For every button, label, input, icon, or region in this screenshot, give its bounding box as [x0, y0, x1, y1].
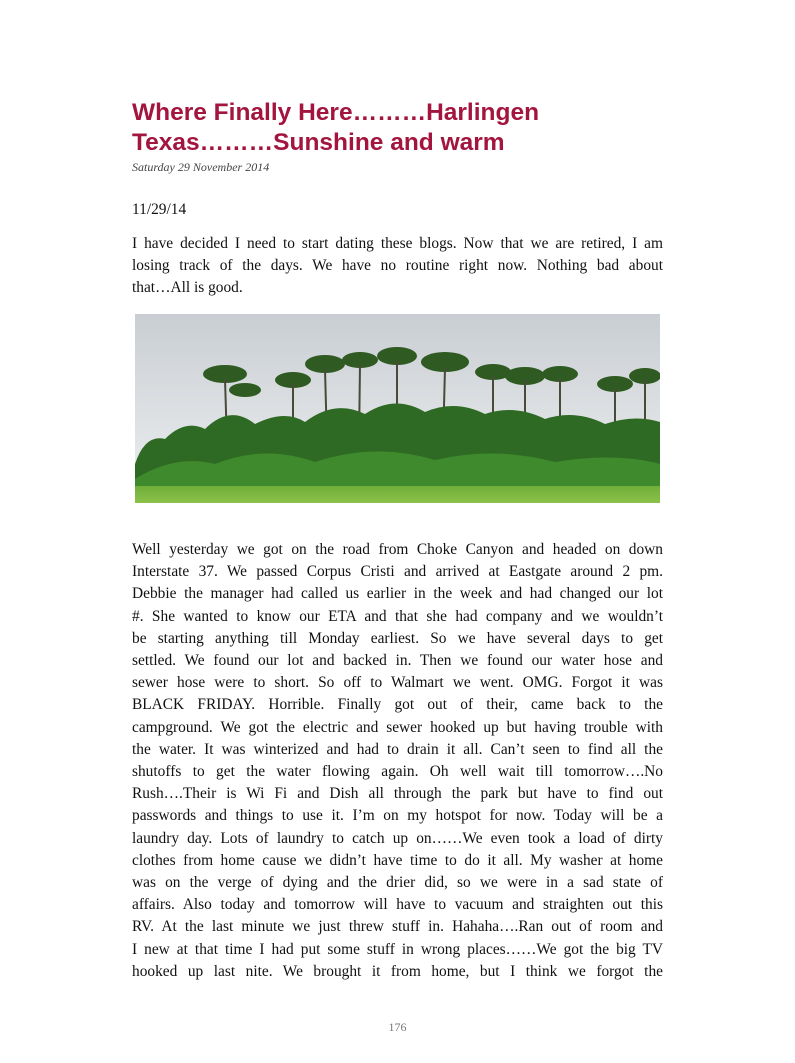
body-line: was on the verge of dying and the drier did, so we were in a sad state of — [132, 874, 663, 891]
entry-date: 11/29/14 — [132, 201, 187, 218]
post-date: Saturday 29 November 2014 — [132, 160, 270, 174]
body-line: I new at that time I had put some stuff in wrong places……We got the big TV — [132, 941, 663, 958]
body-line: Debbie the manager had called us earlier in the week and had changed our lot — [132, 585, 663, 602]
intro-line: losing track of the days. We have no routine right now. Nothing bad about — [132, 257, 663, 274]
body-line: Interstate 37. We passed Corpus Cristi and arrived at Eastgate around 2 pm. — [132, 563, 663, 580]
body-line: #. She wanted to know our ETA and that she had company and we wouldn’t — [132, 608, 663, 625]
body-line: sewer hose were to short. So off to Walmart we went. OMG. Forgot it was — [132, 674, 663, 691]
body-line: clothes from home cause we didn’t have time to do it all. My washer at home — [132, 852, 663, 869]
body-line: affairs. Also today and tomorrow will have to vacuum and straighten out this — [132, 896, 663, 913]
body-line: Rush….Their is Wi Fi and Dish all through the park but have to find out — [132, 785, 663, 802]
palm-trees-photo — [135, 314, 660, 503]
post-title — [132, 98, 692, 158]
page-number: 176 — [388, 1020, 407, 1034]
body-line: the water. It was winterized and had to drain it all. Can’t seen to find all the — [132, 741, 663, 758]
body-line: hooked up last nite. We brought it from home, but I think we forgot the — [132, 963, 663, 980]
body-line: laundry day. Lots of laundry to catch up on……We even took a load of dirty — [132, 830, 663, 847]
intro-line: that…All is good. — [132, 279, 243, 296]
post-title-line: Where Finally Here………Harlingen — [132, 99, 540, 126]
body-line: passwords and things to use it. I’m on my hotspot for now. Today will be a — [132, 807, 663, 824]
body-line: campground. We got the electric and sewer hooked up but having trouble with — [132, 719, 663, 736]
body-line: be starting anything till Monday earliest. So we have several days to get — [132, 630, 663, 647]
body-line: settled. We found our lot and backed in. Then we found our water hose and — [132, 652, 663, 669]
body-line: BLACK FRIDAY. Horrible. Finally got out of their, came back to the — [132, 696, 663, 713]
post-title-line: Texas………Sunshine and warm — [132, 129, 505, 156]
body-line: RV. At the last minute we just threw stuff in. Hahaha….Ran out of room and — [132, 918, 663, 935]
body-line: shutoffs to get the water flowing again. Oh well wait till tomorrow….No — [132, 763, 663, 780]
intro-line: I have decided I need to start dating these blogs. Now that we are retired, I am — [132, 235, 663, 252]
body-line: Well yesterday we got on the road from Choke Canyon and headed on down — [132, 541, 663, 558]
